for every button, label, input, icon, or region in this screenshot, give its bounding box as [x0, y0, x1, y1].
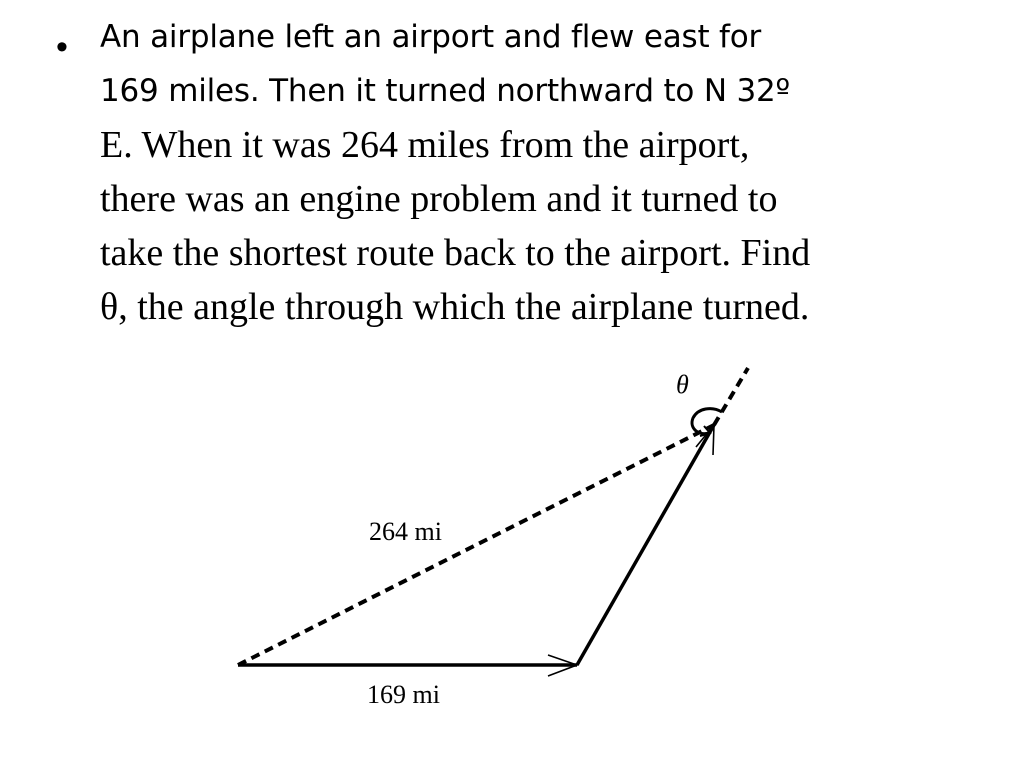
problem-line-3: E. When it was 264 miles from the airport,: [100, 124, 750, 166]
problem-line-6: θ, the angle through which the airplane turned.: [100, 286, 810, 328]
east-leg-label: 169 mi: [367, 680, 440, 709]
problem-line-5: take the shortest route back to the airport. Find: [100, 232, 811, 274]
heading-extension-line: [714, 368, 748, 425]
direct-distance-label: 264 mi: [369, 517, 442, 546]
problem-line-2: 169 miles. Then it turned northward to N 32º: [100, 73, 790, 109]
bullet-dot: •: [56, 28, 68, 66]
problem-line-4: there was an engine problem and it turned to: [100, 178, 778, 220]
problem-line-1: An airplane left an airport and flew east for: [100, 19, 762, 55]
angle-label: θ: [676, 370, 689, 399]
direct-distance-line: [238, 425, 714, 665]
